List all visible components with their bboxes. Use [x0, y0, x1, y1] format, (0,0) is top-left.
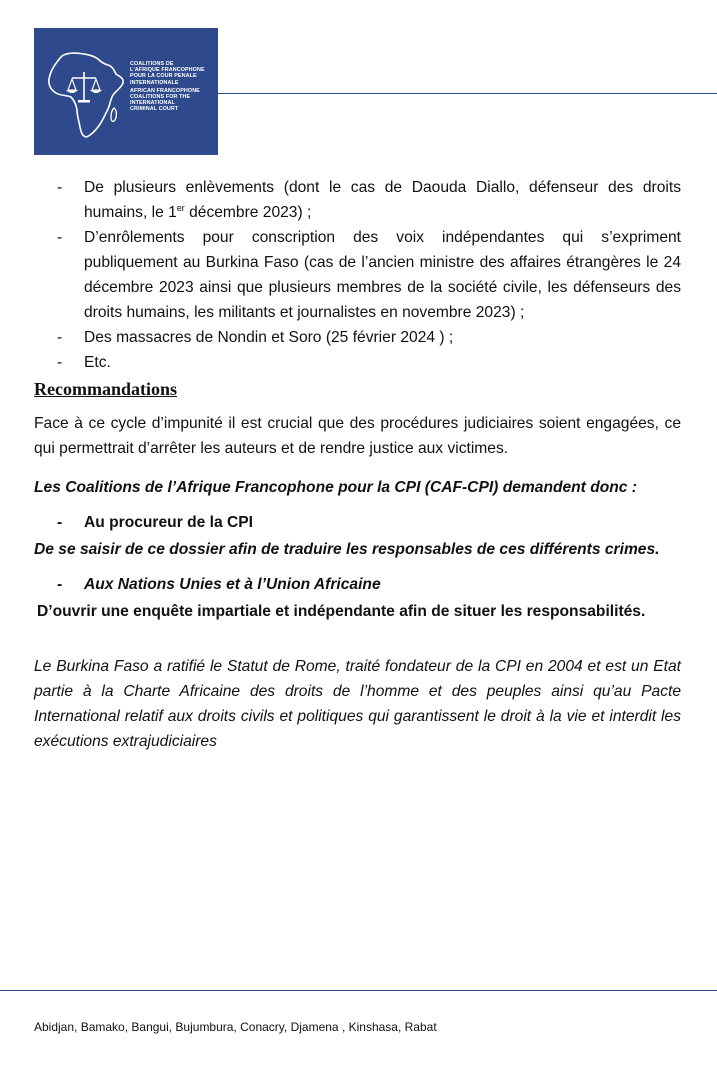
recipient-label-text: Au procureur de la CPI: [84, 514, 253, 531]
logo-line: INTERNATIONALE: [130, 79, 179, 86]
recipient-label: [34, 510, 681, 535]
organization-logo: [34, 28, 218, 155]
list-item: [34, 175, 681, 225]
bullet-dash: -: [57, 329, 63, 346]
list-item: [34, 325, 681, 350]
logo-line: POUR LA COUR PENALE: [130, 73, 197, 80]
recipient-label: [34, 572, 681, 597]
logo-text: [130, 61, 218, 113]
bullet-dash: -: [57, 514, 63, 531]
list-item-text: décembre 2023) ;: [184, 204, 312, 221]
logo-line: CRIMINAL COURT: [130, 106, 179, 113]
list-item: [34, 225, 681, 325]
list-item-text: Des massacres de Nondin et Soro (25 février 2024 ) ;: [84, 329, 454, 346]
intro-paragraph: Face à ce cycle d’impunité il est crucial que des procédures judiciaires soient engagées, ce qui permettrait d’arrêter les auteurs et de rendre justice aux victimes.: [34, 415, 681, 457]
bullet-dash: -: [57, 354, 63, 371]
closing-paragraph: Le Burkina Faso a ratifié le Statut de Rome, traité fondateur de la CPI en 2004 et est un Etat partie à la Charte Africaine des droits de l’homme et des peuples ainsi qu’au Pacte International relatif aux droits civils et politiques qui garantissent le droit à la vie et interdit les exécutions extrajudiciaires: [34, 658, 681, 750]
ordinal-suffix: er: [176, 202, 185, 213]
recipient-request: D’ouvrir une enquête impartiale et indépendante afin de situer les responsabilités.: [37, 603, 646, 620]
logo-line: COALITIONS DE: [130, 61, 174, 67]
logo-line: INTERNATIONAL: [130, 100, 175, 107]
bullet-dash: -: [57, 576, 63, 593]
list-item: [34, 350, 681, 375]
africa-scales-icon: [44, 50, 128, 142]
recipient-request: De se saisir de ce dossier afin de traduire les responsables de ces différents crimes.: [34, 541, 660, 558]
bullet-dash: -: [57, 179, 63, 196]
footer-cities: Abidjan, Bamako, Bangui, Bujumbura, Conacry, Djamena , Kinshasa, Rabat: [34, 1020, 437, 1034]
list-item-text: D’enrôlements pour conscription des voix indépendantes qui s’expriment publiquement au Burkina Faso (cas de l’ancien ministre des affaires étrangères le 24 décembre 2023 ainsi que plusieurs membres de la société civile, les défenseurs des droits humains, les militants et journalistes en novembre 2023) ;: [84, 229, 681, 321]
section-heading: Recommandations: [34, 379, 177, 399]
logo-line: L'AFRIQUE FRANCOPHONE: [130, 67, 205, 74]
document-body: [34, 175, 681, 754]
logo-line: COALITIONS FOR THE: [130, 94, 191, 101]
recipient-label-text: Aux Nations Unies et à l’Union Africaine: [84, 576, 381, 593]
list-item-text: De plusieurs enlèvements (dont le cas de Daouda Diallo, défenseur des droits humains, le 1: [84, 179, 681, 221]
demand-statement: Les Coalitions de l’Afrique Francophone pour la CPI (CAF-CPI) demandent donc :: [34, 479, 637, 496]
bullet-dash: -: [57, 229, 63, 246]
header-divider: [218, 93, 717, 94]
footer-divider: [0, 990, 717, 991]
list-item-text: Etc.: [84, 354, 111, 371]
logo-line: AFRICAN FRANCOPHONE: [130, 87, 200, 94]
